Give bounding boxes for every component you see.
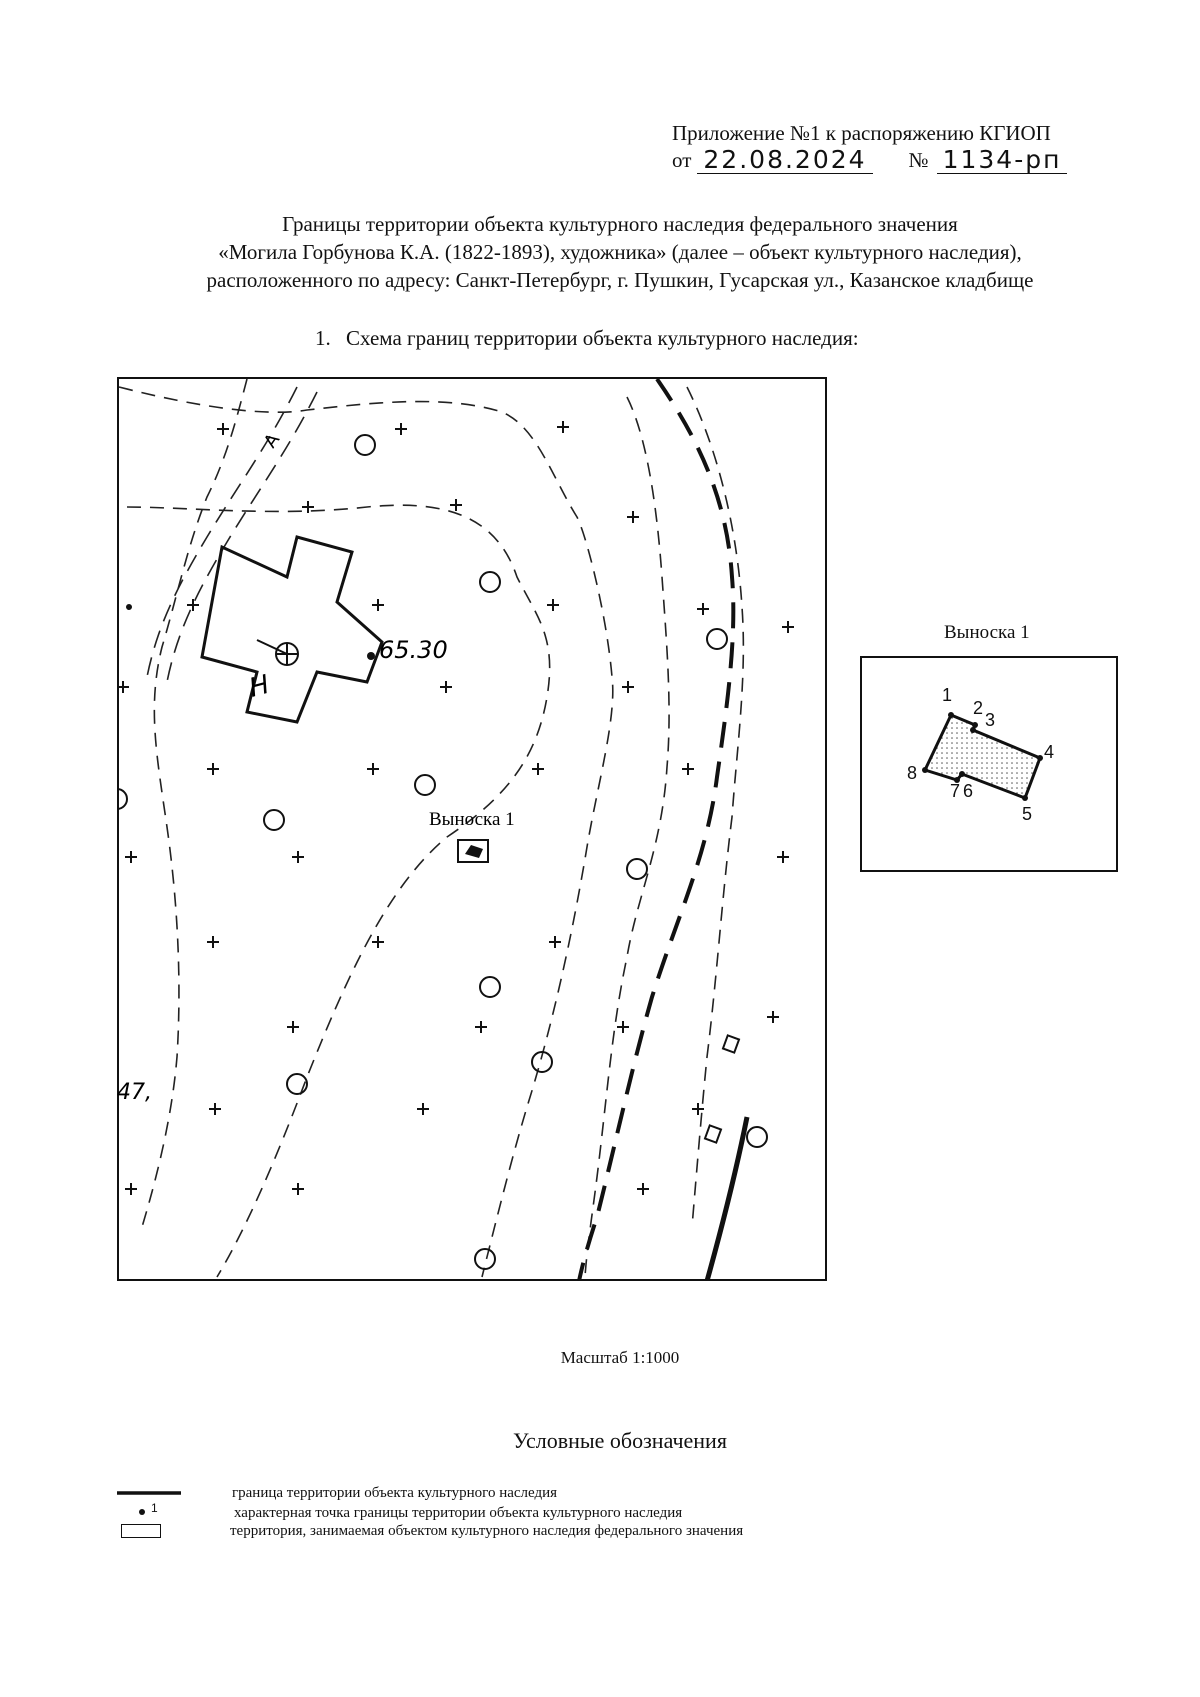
road-letter: А bbox=[259, 429, 285, 452]
elevation-label: 65.30 bbox=[379, 636, 448, 664]
contour-label: 47, bbox=[117, 1080, 152, 1105]
legend-item-boundary bbox=[117, 1484, 997, 1504]
point-label-8: 8 bbox=[907, 763, 918, 783]
header-line2 bbox=[672, 147, 1112, 174]
point-label-5: 5 bbox=[1022, 804, 1033, 824]
document-title bbox=[0, 210, 1200, 294]
header-number-label: № bbox=[908, 148, 929, 172]
inset-map bbox=[860, 656, 1118, 872]
point-label-1: 1 bbox=[942, 685, 953, 705]
legend-item-territory bbox=[117, 1522, 997, 1542]
legend-text-point: характерная точка границы территории объекта культурного наследия bbox=[234, 1505, 683, 1521]
point-label-3: 3 bbox=[985, 710, 996, 730]
building-letter: Н bbox=[246, 669, 273, 704]
inset-drawing bbox=[860, 656, 1118, 872]
title-line1: Границы территории объекта культурного наследия федерального значения bbox=[282, 212, 958, 236]
section-text: Схема границ территории объекта культурного наследия: bbox=[346, 326, 859, 350]
header-number: 1134-рп bbox=[937, 147, 1068, 174]
inset-caption: Выноска 1 bbox=[944, 622, 1030, 643]
legend-title: Условные обозначения bbox=[513, 1428, 727, 1453]
boundary-scheme-map bbox=[117, 377, 827, 1281]
legend-point-symbol bbox=[137, 1504, 149, 1516]
header-date: 22.08.2024 bbox=[697, 147, 872, 174]
elevation-point bbox=[367, 652, 375, 660]
legend-text-territory: территория, занимаемая объектом культурного наследия федерального значения bbox=[230, 1523, 744, 1539]
legend-box-symbol bbox=[121, 1524, 161, 1538]
header-line1: Приложение №1 к распоряжению КГИОП bbox=[672, 121, 1051, 145]
header-from-label: от bbox=[672, 148, 692, 172]
title-line3: расположенного по адресу: Санкт-Петербург, г. Пушкин, Гусарская ул., Казанское кладбище bbox=[206, 268, 1034, 292]
legend-point-label: 1 bbox=[151, 1501, 158, 1515]
header-block bbox=[672, 120, 1112, 174]
callout-label: Выноска 1 bbox=[429, 809, 515, 830]
legend-text-boundary: граница территории объекта культурного наследия bbox=[232, 1485, 558, 1501]
map-drawing bbox=[117, 377, 827, 1281]
point-label-4: 4 bbox=[1044, 742, 1055, 762]
map-scale: Масштаб 1:1000 bbox=[560, 1348, 680, 1367]
title-line2: «Могила Горбунова К.А. (1822-1893), художника» (далее – объект культурного наследия), bbox=[218, 240, 1022, 264]
section-heading bbox=[315, 326, 859, 351]
section-number: 1. bbox=[315, 326, 331, 350]
legend-item-point bbox=[117, 1502, 997, 1522]
point-label-6: 6 bbox=[963, 781, 974, 801]
point-label-7: 7 bbox=[950, 781, 961, 801]
point-label-2: 2 bbox=[973, 698, 984, 718]
legend-line-symbol bbox=[117, 1488, 181, 1498]
